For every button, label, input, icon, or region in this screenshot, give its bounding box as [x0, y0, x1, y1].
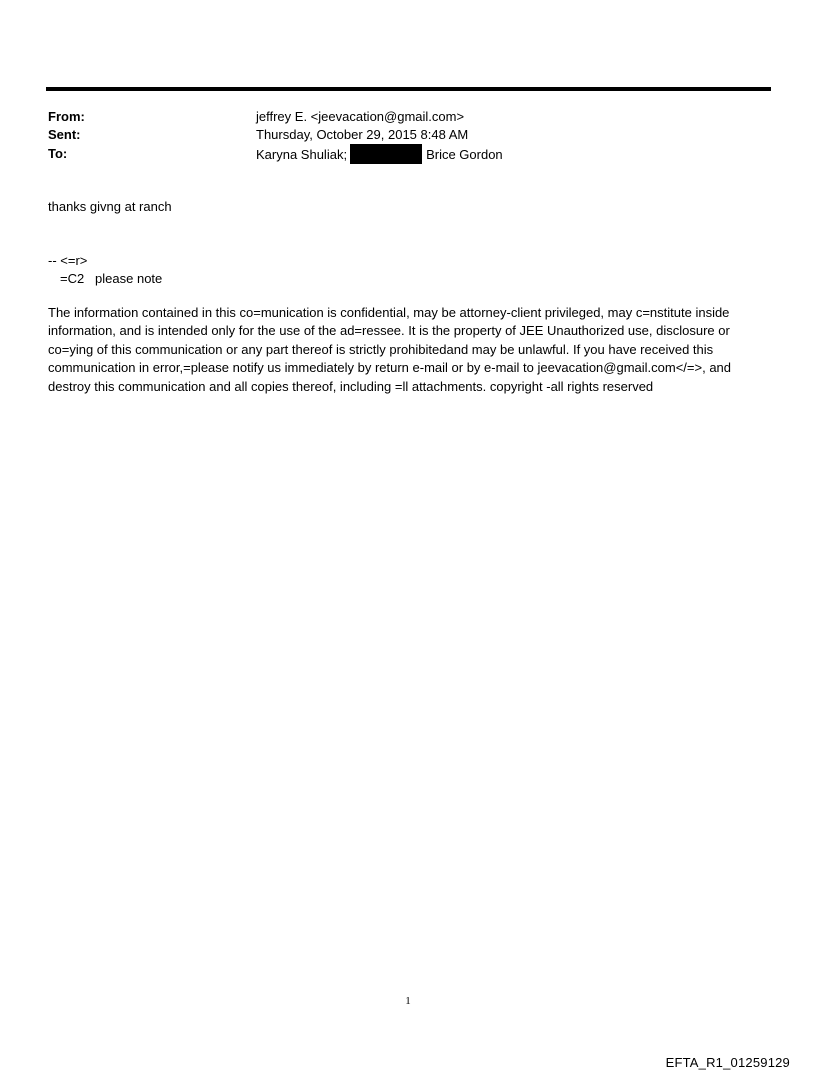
- header-divider: [46, 87, 771, 91]
- from-row: [48, 107, 748, 126]
- signature-line-2: =C2 please note: [60, 271, 163, 286]
- sent-value: Thursday, October 29, 2015 8:48 AM: [256, 127, 469, 142]
- sent-row: [48, 125, 748, 144]
- to-recipient-2: Brice Gordon: [426, 147, 503, 162]
- document-id: EFTA_R1_01259129: [665, 1055, 790, 1070]
- from-label: From:: [48, 109, 85, 124]
- signature-line-1: -- <=r>: [48, 253, 88, 268]
- page-number: 1: [405, 995, 411, 1007]
- message-body: thanks givng at ranch: [48, 199, 172, 214]
- disclaimer-line: communication in error,=please notify us immediately by return e-mail or by e-mail to jeevacation@gmail.com</=>, and: [48, 360, 732, 376]
- disclaimer-line: co=ying of this communication or any part thereof is strictly prohibitedand may be unlawful. If you have received this: [48, 341, 714, 357]
- redaction-box: [350, 144, 422, 164]
- to-label: To:: [48, 146, 68, 161]
- from-value: jeffrey E. <jeevacation@gmail.com>: [256, 109, 465, 124]
- to-row: [48, 144, 748, 163]
- confidentiality-disclaimer: [48, 304, 778, 396]
- disclaimer-line: information, and is intended only for the use of the ad=ressee. It is the property of JEE Unauthorized use, disclosure or: [48, 323, 730, 339]
- to-value: [256, 144, 503, 164]
- disclaimer-line: The information contained in this co=munication is confidential, may be attorney-client privileged, may c=nstitute inside: [48, 305, 730, 320]
- sent-label: Sent:: [48, 127, 81, 142]
- disclaimer-line: destroy this communication and all copies thereof, including =ll attachments. copyright -all rights reserved: [48, 378, 654, 394]
- to-recipient-1: Karyna Shuliak;: [256, 147, 348, 162]
